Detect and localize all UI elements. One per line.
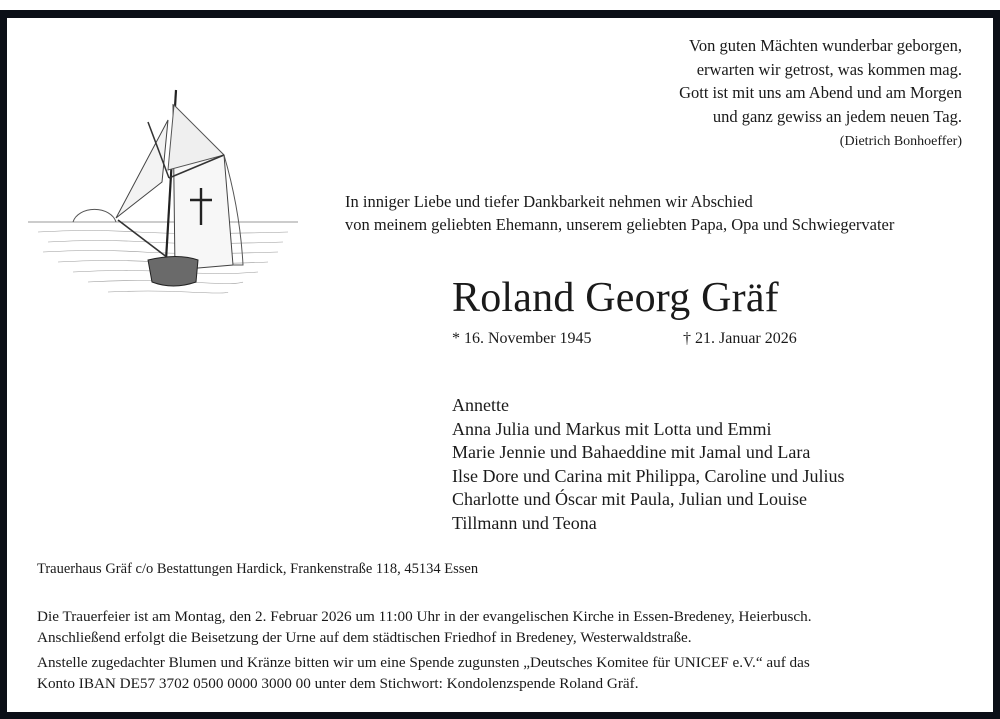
mourner-entry: Anna Julia und Markus mit Lotta und Emmi — [452, 418, 772, 439]
quote-line: erwarten wir getrost, was kommen mag. — [696, 59, 962, 79]
donation-line: Anstelle zugedachter Blumen und Kränze bitten wir um eine Spende zugunsten „Deutsches Komitee für UNICEF e.V.“ auf das — [37, 654, 810, 671]
mourners-list — [452, 394, 844, 535]
mourner-entry: Annette — [452, 395, 509, 415]
mourner-entry: Ilse Dore und Carina mit Philippa, Caroline und Julius — [452, 465, 845, 486]
death-date: † 21. Januar 2026 — [683, 330, 797, 347]
birth-date: * 16. November 1945 — [452, 330, 592, 347]
mourner-entry: Charlotte und Óscar mit Paula, Julian und Louise — [452, 489, 807, 509]
funeral-details — [37, 607, 812, 694]
bonhoeffer-quote — [679, 34, 962, 128]
quote-line: und ganz gewiss an jedem neuen Tag. — [712, 106, 962, 126]
intro-line: von meinem geliebten Ehemann, unserem geliebten Papa, Opa und Schwiegervater — [345, 215, 895, 234]
ceremony-line: Die Trauerfeier ist am Montag, den 2. Februar 2026 um 11:00 Uhr in der evangelischen Kirche in Essen-Bredeney, Heierbusch. — [37, 608, 812, 625]
mourner-entry: Marie Jennie und Bahaeddine mit Jamal und Lara — [452, 442, 811, 462]
sailboat-with-cross-icon — [28, 60, 298, 360]
mourning-house-address: Trauerhaus Gräf c/o Bestattungen Hardick, Frankenstraße 118, 45134 Essen — [37, 561, 479, 577]
ceremony-line: Anschließend erfolgt die Beisetzung der Urne auf dem städtischen Friedhof in Bredeney, Westerwaldstraße. — [37, 628, 692, 646]
quote-line: Von guten Mächten wunderbar geborgen, — [689, 36, 962, 55]
farewell-intro — [345, 190, 894, 236]
deceased-name: Roland Georg Gräf — [452, 275, 779, 321]
donation-line: Konto IBAN DE57 3702 0500 0000 3000 00 unter dem Stichwort: Kondolenzspende Roland Gräf. — [37, 674, 639, 692]
quote-author: (Dietrich Bonhoeffer) — [839, 134, 962, 149]
intro-line: In inniger Liebe und tiefer Dankbarkeit nehmen wir Abschied — [345, 192, 753, 211]
mourner-entry: Tillmann und Teona — [452, 512, 597, 533]
quote-line: Gott ist mit uns am Abend und am Morgen — [679, 83, 962, 102]
